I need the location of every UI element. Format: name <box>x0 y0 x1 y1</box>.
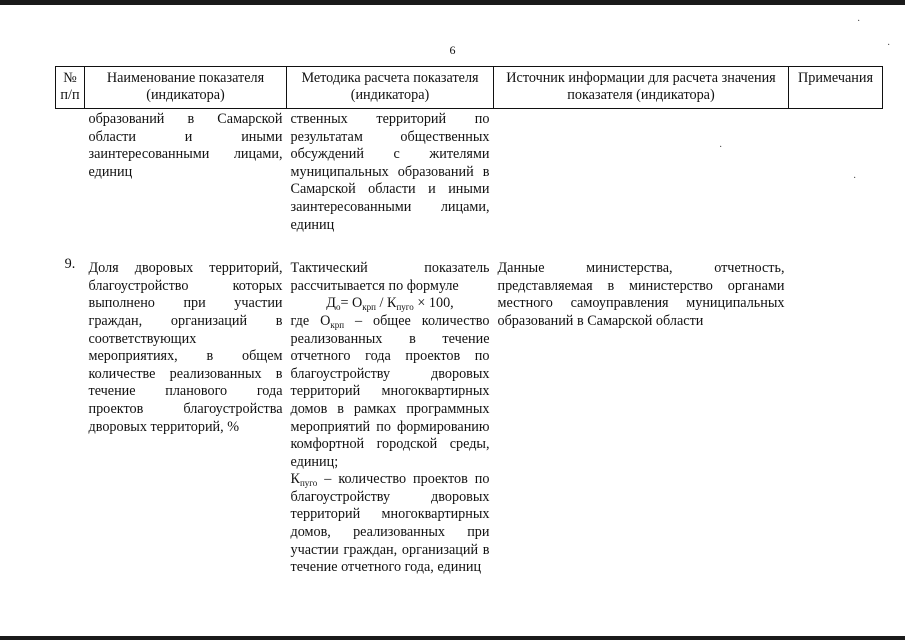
formula-lhs-sub: о <box>335 302 341 313</box>
bottom-scan-border <box>0 636 905 640</box>
row-number: 9. <box>64 256 76 273</box>
scan-speck: · <box>853 173 857 184</box>
header-num: № п/п <box>56 67 85 109</box>
scan-speck: · <box>857 16 861 27</box>
formula-b: К <box>387 295 397 312</box>
formula-a: О <box>352 295 363 312</box>
header-method: Методика расчета показателя (индикатора) <box>287 67 494 109</box>
formula-a-sub: крп <box>362 302 376 313</box>
header-source: Источник информации для расчета значения показателя (индикатора) <box>494 67 789 109</box>
header-name: Наименование показателя (индикатора) <box>85 67 287 109</box>
indicator-name-cell: Доля дворовых территорий, благоустройство которых выполнено при участии граждан, организаций в соответствующих мероприятиях, в общем количестве реализованных в течение планового года проектов благоустройства дворовых территорий, % <box>88 260 283 435</box>
k-description: – количество проектов по благоустройству дворовых территорий многоквартирных домов, реализованных при участии граждан, организаций в течение отчетного года, единиц <box>290 471 490 576</box>
where-prefix: где <box>290 312 321 329</box>
o-description: – общее количество реализованных в течение отчетного года проектов по благоустройству дворовых территорий многоквартирных домов в рамках программных мероприятий по формированию комфортной городской среды, единиц; <box>290 312 490 470</box>
method-intro: Тактический показатель рассчитывается по формуле <box>290 260 490 294</box>
indicators-table <box>55 66 883 577</box>
k-variable: К <box>290 471 300 488</box>
header-notes: Примечания <box>789 67 883 109</box>
continuation-source-cell <box>494 109 789 257</box>
table-row <box>56 109 883 257</box>
continuation-num-cell <box>56 109 85 257</box>
continuation-notes-cell <box>789 109 883 257</box>
page-number: 6 <box>449 43 456 57</box>
scan-speck: · <box>719 142 723 153</box>
top-scan-border <box>0 0 905 5</box>
continuation-method-cell: ственных территорий по результатам общественных обсуждений с жителями муниципальных образований в Самарской области и иными заинтересованными лицами, единиц <box>290 111 490 233</box>
indicator-method-cell <box>287 256 494 577</box>
continuation-name-cell: образований в Самарской области и иными заинтересованными лицами, единиц <box>88 111 283 180</box>
o-variable-sub: крп <box>330 319 345 330</box>
indicator-source-cell: Данные министерства, отчетность, представляемая в министерство органами местного самоуправления муниципальных образований в Самарской области <box>497 260 785 329</box>
formula <box>291 295 490 313</box>
formula-b-sub: пуго <box>396 302 414 313</box>
formula-tail: × 100, <box>413 295 454 312</box>
formula-eq: = <box>340 295 353 312</box>
table-row <box>56 256 883 577</box>
table-header-row <box>56 67 883 109</box>
o-variable: О <box>320 312 331 329</box>
indicator-notes-cell <box>789 256 883 577</box>
formula-lhs: Д <box>326 295 336 312</box>
scan-speck: · <box>887 40 891 51</box>
k-variable-sub: пуго <box>299 478 318 489</box>
formula-div: / <box>375 295 388 312</box>
